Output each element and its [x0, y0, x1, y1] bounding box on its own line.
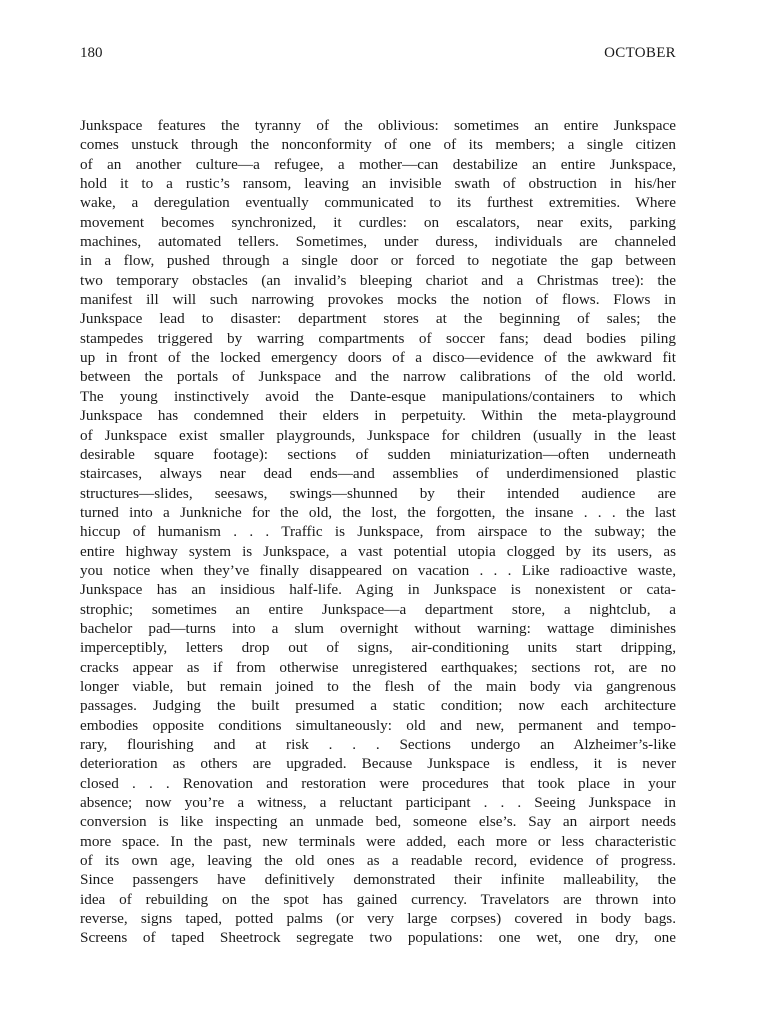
text-line: of its own age, leaving the old ones as a readable record, evidence of progress. — [80, 852, 676, 870]
text-line: movement becomes synchronized, it curdles: on escalators, near exits, parking — [80, 213, 676, 231]
body-text — [80, 116, 676, 948]
page-header — [80, 45, 676, 67]
text-line: turned into a Junkniche for the old, the lost, the forgotten, the insane . . . the last — [80, 503, 676, 521]
text-line: imperceptibly, letters drop out of signs, air-conditioning units start dripping, — [80, 639, 676, 657]
text-line: stampedes triggered by warring compartments of soccer fans; dead bodies piling — [80, 329, 676, 347]
text-line: staircases, always near dead ends—and assemblies of underdimensioned plastic — [80, 465, 676, 483]
text-line: absence; now you’re a witness, a reluctant participant . . . Seeing Junkspace in — [80, 794, 676, 812]
text-line: embodies opposite conditions simultaneously: old and new, permanent and tempo- — [80, 716, 676, 734]
text-line: reverse, signs taped, potted palms (or very large corpses) covered in body bags. — [80, 910, 676, 928]
text-line: bachelor pad—turns into a slum overnight without warning: wattage diminishes — [80, 619, 676, 637]
text-line: between the portals of Junkspace and the narrow calibrations of the old world. — [80, 368, 676, 386]
text-line: longer viable, but remain joined to the flesh of the main body via gangrenous — [80, 677, 676, 695]
text-line: machines, automated tellers. Sometimes, under duress, individuals are channeled — [80, 233, 676, 251]
text-line: Junkspace features the tyranny of the oblivious: sometimes an entire Junkspace — [80, 117, 676, 134]
text-line: entire highway system is Junkspace, a vast potential utopia clogged by its users, as — [80, 542, 676, 560]
text-line: hiccup of humanism . . . Traffic is Junkspace, from airspace to the subway; the — [80, 523, 676, 541]
text-line: desirable square footage): sections of sudden miniaturization—often underneath — [80, 445, 676, 463]
text-line: strophic; sometimes an entire Junkspace—a department store, a nightclub, a — [80, 600, 676, 618]
text-line: up in front of the locked emergency doors of a disco—evidence of the awkward fit — [80, 349, 676, 367]
text-line: two temporary obstacles (an invalid’s bleeping chariot and a Christmas tree): the — [80, 271, 676, 289]
text-line: Junkspace has an insidious half-life. Aging in Junkspace is nonexistent or cata- — [80, 581, 676, 599]
text-line: Junkspace has condemned their elders in perpetuity. Within the meta-playground — [80, 407, 676, 425]
text-line: conversion is like inspecting an unmade bed, someone else’s. Say an airport needs — [80, 813, 676, 831]
text-line: idea of rebuilding on the spot has gained currency. Travelators are thrown into — [80, 890, 676, 908]
text-line: rary, flourishing and at risk . . . Sections undergo an Alzheimer’s-like — [80, 736, 676, 753]
text-line: comes unstuck through the nonconformity of one of its members; a single citizen — [80, 136, 676, 154]
page-number: 180 — [80, 45, 103, 61]
text-line: Since passengers have definitively demonstrated their infinite malleability, the — [80, 871, 676, 889]
text-line: Junkspace lead to disaster: department stores at the beginning of sales; the — [80, 310, 676, 328]
text-line: closed . . . Renovation and restoration were procedures that took place in your — [80, 774, 676, 792]
running-head: OCTOBER — [604, 45, 676, 61]
text-line: Screens of taped Sheetrock segregate two populations: one wet, one dry, one — [80, 929, 676, 947]
text-line: in a flow, pushed through a single door or forced to negotiate the gap between — [80, 252, 676, 270]
text-line: hold it to a rustic’s ransom, leaving an invisible swath of obstruction in his/her — [80, 175, 676, 193]
text-line: of an another culture—a refugee, a mother—can destabilize an entire Junkspace, — [80, 155, 676, 173]
text-line: of Junkspace exist smaller playgrounds, Junkspace for children (usually in the least — [80, 426, 676, 444]
text-line: passages. Judging the built presumed a static condition; now each architecture — [80, 697, 676, 715]
text-line: deterioration as others are upgraded. Because Junkspace is endless, it is never — [80, 755, 676, 773]
text-line: cracks appear as if from otherwise unregistered earthquakes; sections rot, are no — [80, 658, 676, 676]
text-line: manifest ill will such narrowing provokes mocks the notion of flows. Flows in — [80, 291, 676, 309]
text-line: structures—slides, seesaws, swings—shunned by their intended audience are — [80, 484, 676, 502]
text-line: The young instinctively avoid the Dante-esque manipulations/containers to which — [80, 387, 676, 405]
text-line: more space. In the past, new terminals were added, each more or less characteristic — [80, 832, 676, 850]
text-line: wake, a deregulation eventually communicated to its furthest extremities. Where — [80, 194, 676, 212]
text-line: you notice when they’ve finally disappeared on vacation . . . Like radioactive waste, — [80, 561, 676, 579]
